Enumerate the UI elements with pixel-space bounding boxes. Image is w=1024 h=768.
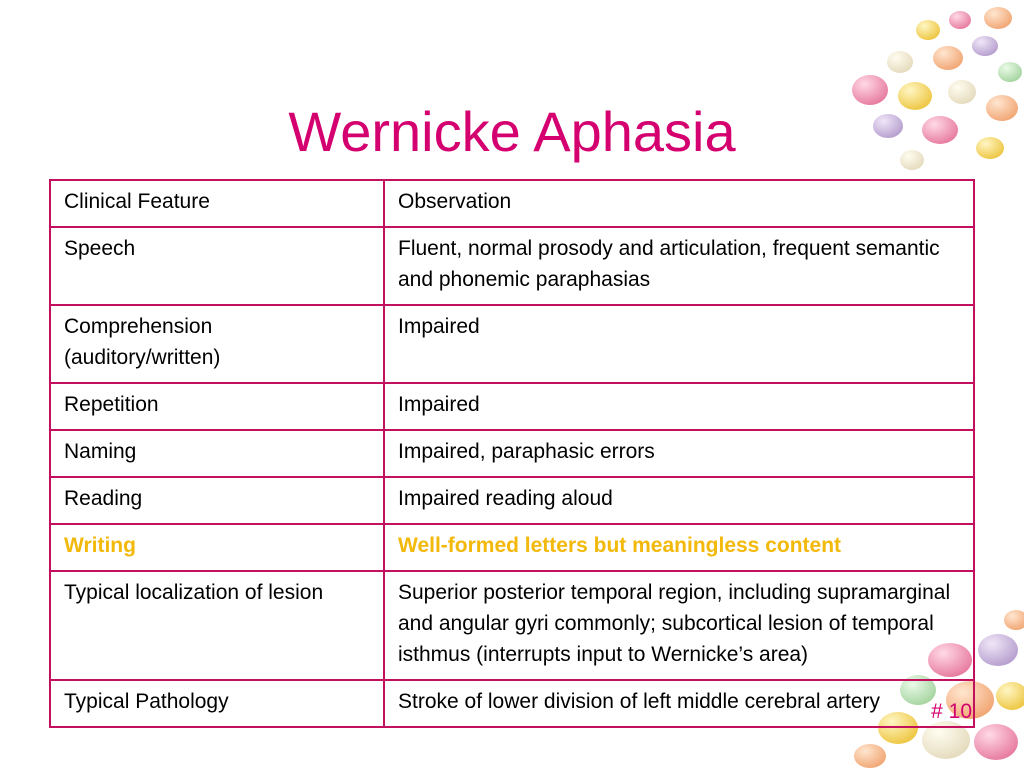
feature-cell: Typical localization of lesion xyxy=(50,571,384,680)
observation-cell: Fluent, normal prosody and articulation, frequent semantic and phonemic paraphasias xyxy=(384,227,974,305)
feature-cell: Typical Pathology xyxy=(50,680,384,727)
observation-cell: Impaired xyxy=(384,305,974,383)
observation-cell: Superior posterior temporal region, including supramarginal and angular gyri commonly; subcortical lesion of temporal isthmus (interrupts input to Wernicke’s area) xyxy=(384,571,974,680)
observation-cell: Impaired reading aloud xyxy=(384,477,974,524)
slide-number: # 10 xyxy=(931,700,972,723)
table-row xyxy=(50,477,974,524)
table-row xyxy=(50,227,974,305)
table-row xyxy=(50,305,974,383)
feature-cell: Naming xyxy=(50,430,384,477)
table-row-highlighted xyxy=(50,524,974,571)
header-clinical-feature: Clinical Feature xyxy=(50,180,384,227)
feature-cell: Comprehension (auditory/written) xyxy=(50,305,384,383)
feature-cell: Writing xyxy=(50,524,384,571)
observation-cell: Impaired xyxy=(384,383,974,430)
observation-cell: Well-formed letters but meaningless content xyxy=(384,524,974,571)
table-row xyxy=(50,430,974,477)
observation-cell: Stroke of lower division of left middle cerebral artery xyxy=(384,680,974,727)
table-header-row xyxy=(50,180,974,227)
feature-cell: Repetition xyxy=(50,383,384,430)
header-observation: Observation xyxy=(384,180,974,227)
feature-cell: Speech xyxy=(50,227,384,305)
table-row xyxy=(50,571,974,680)
observation-cell: Impaired, paraphasic errors xyxy=(384,430,974,477)
slide-title: Wernicke Aphasia xyxy=(288,100,736,163)
clinical-feature-table xyxy=(49,179,975,728)
feature-cell: Reading xyxy=(50,477,384,524)
table-row xyxy=(50,383,974,430)
table-row xyxy=(50,680,974,727)
